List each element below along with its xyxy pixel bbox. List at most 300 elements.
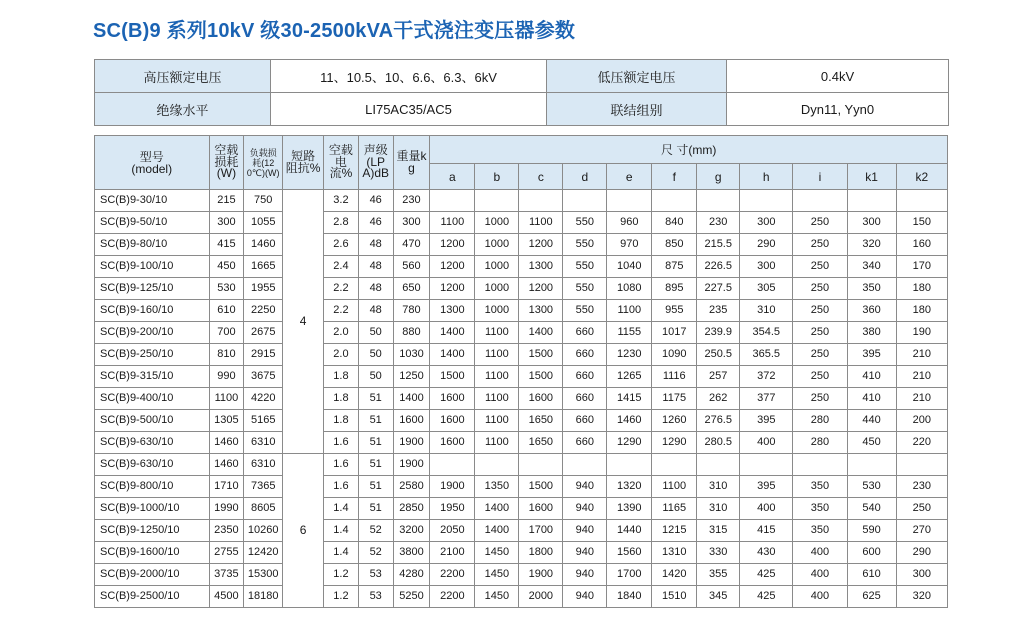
- value-cell: 51: [358, 432, 393, 454]
- value-cell: 48: [358, 278, 393, 300]
- value-cell: 230: [697, 212, 740, 234]
- table-row: [95, 366, 948, 388]
- value-cell: 1.8: [324, 410, 359, 432]
- value-cell: 250: [793, 212, 847, 234]
- value-cell: 210: [896, 388, 947, 410]
- impedance-cell: 4: [283, 190, 324, 454]
- value-cell: [475, 454, 519, 476]
- value-cell: 1000: [475, 212, 519, 234]
- value-cell: [697, 454, 740, 476]
- value-cell: 430: [740, 542, 793, 564]
- model-cell: SC(B)9-2500/10: [95, 586, 210, 608]
- value-cell: 660: [563, 366, 607, 388]
- value-cell: 1415: [607, 388, 652, 410]
- value-cell: 2.4: [324, 256, 359, 278]
- value-cell: 1100: [475, 344, 519, 366]
- connection-value: Dyn11, Yyn0: [727, 93, 949, 126]
- value-cell: 226.5: [697, 256, 740, 278]
- value-cell: 5250: [393, 586, 430, 608]
- parameter-table-body: [95, 190, 948, 608]
- value-cell: 1200: [430, 278, 475, 300]
- table-row: [95, 410, 948, 432]
- model-cell: SC(B)9-80/10: [95, 234, 210, 256]
- value-cell: 700: [209, 322, 244, 344]
- spec-row-insulation: [95, 93, 949, 126]
- value-cell: 10260: [244, 520, 283, 542]
- value-cell: 1100: [475, 432, 519, 454]
- value-cell: 1100: [475, 388, 519, 410]
- value-cell: 3200: [393, 520, 430, 542]
- value-cell: 940: [563, 520, 607, 542]
- value-cell: 4280: [393, 564, 430, 586]
- value-cell: 1460: [209, 432, 244, 454]
- value-cell: 372: [740, 366, 793, 388]
- value-cell: 300: [209, 212, 244, 234]
- value-cell: 210: [896, 344, 947, 366]
- value-cell: 160: [896, 234, 947, 256]
- value-cell: 1350: [475, 476, 519, 498]
- value-cell: 560: [393, 256, 430, 278]
- value-cell: 345: [697, 586, 740, 608]
- value-cell: 1000: [475, 278, 519, 300]
- value-cell: 46: [358, 190, 393, 212]
- header-model-zh: 型号: [139, 149, 164, 164]
- value-cell: 180: [896, 278, 947, 300]
- value-cell: [793, 190, 847, 212]
- value-cell: [697, 190, 740, 212]
- value-cell: 7365: [244, 476, 283, 498]
- value-cell: 1800: [519, 542, 563, 564]
- value-cell: 400: [793, 586, 847, 608]
- value-cell: 53: [358, 586, 393, 608]
- value-cell: 2.0: [324, 344, 359, 366]
- value-cell: 2100: [430, 542, 475, 564]
- value-cell: 1510: [652, 586, 697, 608]
- header-dimensions: 尺 寸(mm): [430, 136, 948, 164]
- value-cell: 310: [697, 476, 740, 498]
- value-cell: 2.0: [324, 322, 359, 344]
- value-cell: 1.4: [324, 542, 359, 564]
- spec-row-voltage: [95, 60, 949, 93]
- value-cell: [896, 190, 947, 212]
- value-cell: 1900: [430, 476, 475, 498]
- value-cell: 1320: [607, 476, 652, 498]
- model-cell: SC(B)9-50/10: [95, 212, 210, 234]
- hv-voltage-value: 11、10.5、10、6.6、6.3、6kV: [271, 60, 547, 93]
- header-dim-k1: k1: [847, 164, 896, 190]
- table-row: [95, 344, 948, 366]
- value-cell: 440: [847, 410, 896, 432]
- value-cell: 1460: [607, 410, 652, 432]
- value-cell: 2000: [519, 586, 563, 608]
- value-cell: 250: [793, 234, 847, 256]
- value-cell: 450: [847, 432, 896, 454]
- value-cell: 1.4: [324, 520, 359, 542]
- value-cell: 990: [209, 366, 244, 388]
- table-row: [95, 256, 948, 278]
- value-cell: [740, 190, 793, 212]
- value-cell: 625: [847, 586, 896, 608]
- value-cell: 2200: [430, 564, 475, 586]
- model-cell: SC(B)9-1000/10: [95, 498, 210, 520]
- value-cell: 1290: [652, 432, 697, 454]
- value-cell: 290: [896, 542, 947, 564]
- value-cell: 350: [847, 278, 896, 300]
- value-cell: 1560: [607, 542, 652, 564]
- value-cell: 305: [740, 278, 793, 300]
- value-cell: 3675: [244, 366, 283, 388]
- table-row: [95, 432, 948, 454]
- hv-voltage-label: 高压额定电压: [95, 60, 271, 93]
- value-cell: 780: [393, 300, 430, 322]
- header-dim-a: a: [430, 164, 475, 190]
- model-cell: SC(B)9-250/10: [95, 344, 210, 366]
- value-cell: 425: [740, 586, 793, 608]
- value-cell: 400: [740, 498, 793, 520]
- value-cell: 550: [563, 212, 607, 234]
- value-cell: 50: [358, 322, 393, 344]
- value-cell: 960: [607, 212, 652, 234]
- value-cell: 1155: [607, 322, 652, 344]
- value-cell: 540: [847, 498, 896, 520]
- value-cell: 530: [847, 476, 896, 498]
- value-cell: 940: [563, 586, 607, 608]
- value-cell: 15300: [244, 564, 283, 586]
- insulation-label: 绝缘水平: [95, 93, 271, 126]
- model-cell: SC(B)9-125/10: [95, 278, 210, 300]
- header-dim-g: g: [697, 164, 740, 190]
- value-cell: 1.2: [324, 564, 359, 586]
- table-row: [95, 322, 948, 344]
- value-cell: 1200: [430, 256, 475, 278]
- value-cell: 1700: [607, 564, 652, 586]
- spec-table: [94, 59, 949, 126]
- value-cell: 970: [607, 234, 652, 256]
- value-cell: 1215: [652, 520, 697, 542]
- value-cell: 1.6: [324, 476, 359, 498]
- value-cell: 1080: [607, 278, 652, 300]
- value-cell: 310: [740, 300, 793, 322]
- value-cell: 395: [740, 410, 793, 432]
- value-cell: 350: [793, 476, 847, 498]
- model-cell: SC(B)9-2000/10: [95, 564, 210, 586]
- value-cell: 895: [652, 278, 697, 300]
- header-noload-loss: 空载损耗(W): [209, 136, 244, 190]
- value-cell: [430, 190, 475, 212]
- value-cell: 170: [896, 256, 947, 278]
- header-dim-b: b: [475, 164, 519, 190]
- header-dim-d: d: [563, 164, 607, 190]
- value-cell: 354.5: [740, 322, 793, 344]
- value-cell: 377: [740, 388, 793, 410]
- value-cell: 550: [563, 256, 607, 278]
- value-cell: [607, 190, 652, 212]
- value-cell: 300: [896, 564, 947, 586]
- value-cell: 350: [793, 498, 847, 520]
- value-cell: 1165: [652, 498, 697, 520]
- value-cell: 2350: [209, 520, 244, 542]
- model-cell: SC(B)9-160/10: [95, 300, 210, 322]
- model-cell: SC(B)9-400/10: [95, 388, 210, 410]
- value-cell: [652, 190, 697, 212]
- value-cell: 940: [563, 564, 607, 586]
- value-cell: 300: [393, 212, 430, 234]
- value-cell: 180: [896, 300, 947, 322]
- value-cell: 1450: [475, 564, 519, 586]
- table-row: [95, 300, 948, 322]
- table-row: [95, 586, 948, 608]
- value-cell: 660: [563, 432, 607, 454]
- value-cell: 250: [793, 344, 847, 366]
- value-cell: [519, 454, 563, 476]
- value-cell: 2050: [430, 520, 475, 542]
- value-cell: 355: [697, 564, 740, 586]
- value-cell: 4220: [244, 388, 283, 410]
- value-cell: 210: [896, 366, 947, 388]
- value-cell: 3800: [393, 542, 430, 564]
- value-cell: 600: [847, 542, 896, 564]
- value-cell: [563, 190, 607, 212]
- table-row: [95, 212, 948, 234]
- value-cell: 290: [740, 234, 793, 256]
- value-cell: 660: [563, 322, 607, 344]
- table-row: [95, 498, 948, 520]
- value-cell: 220: [896, 432, 947, 454]
- value-cell: 1200: [519, 234, 563, 256]
- value-cell: 1500: [519, 476, 563, 498]
- header-impedance: 短路阻抗%: [283, 136, 324, 190]
- value-cell: 1950: [430, 498, 475, 520]
- header-dim-i: i: [793, 164, 847, 190]
- value-cell: 1840: [607, 586, 652, 608]
- value-cell: 300: [740, 256, 793, 278]
- value-cell: 470: [393, 234, 430, 256]
- value-cell: 365.5: [740, 344, 793, 366]
- value-cell: 1100: [209, 388, 244, 410]
- value-cell: 150: [896, 212, 947, 234]
- value-cell: 50: [358, 344, 393, 366]
- value-cell: 400: [793, 542, 847, 564]
- value-cell: 1400: [519, 322, 563, 344]
- value-cell: 1000: [475, 300, 519, 322]
- value-cell: 48: [358, 300, 393, 322]
- value-cell: 1400: [430, 322, 475, 344]
- value-cell: 51: [358, 410, 393, 432]
- value-cell: 1440: [607, 520, 652, 542]
- value-cell: 1200: [519, 278, 563, 300]
- value-cell: 1600: [430, 410, 475, 432]
- value-cell: 395: [847, 344, 896, 366]
- value-cell: 940: [563, 542, 607, 564]
- value-cell: 400: [740, 432, 793, 454]
- value-cell: 1.6: [324, 454, 359, 476]
- value-cell: 660: [563, 410, 607, 432]
- value-cell: 280.5: [697, 432, 740, 454]
- value-cell: 610: [209, 300, 244, 322]
- value-cell: 660: [563, 344, 607, 366]
- value-cell: 400: [793, 564, 847, 586]
- header-row-1: [95, 136, 948, 164]
- value-cell: 1175: [652, 388, 697, 410]
- value-cell: 48: [358, 256, 393, 278]
- value-cell: [607, 454, 652, 476]
- model-cell: SC(B)9-315/10: [95, 366, 210, 388]
- value-cell: 450: [209, 256, 244, 278]
- value-cell: 1.8: [324, 366, 359, 388]
- value-cell: 875: [652, 256, 697, 278]
- header-weight: 重量kg: [393, 136, 430, 190]
- connection-label: 联结组别: [547, 93, 727, 126]
- value-cell: [519, 190, 563, 212]
- insulation-value: LI75AC35/AC5: [271, 93, 547, 126]
- value-cell: 415: [209, 234, 244, 256]
- value-cell: 250: [793, 256, 847, 278]
- value-cell: 1420: [652, 564, 697, 586]
- header-dim-k2: k2: [896, 164, 947, 190]
- value-cell: 810: [209, 344, 244, 366]
- model-cell: SC(B)9-630/10: [95, 454, 210, 476]
- value-cell: [847, 454, 896, 476]
- value-cell: 750: [244, 190, 283, 212]
- value-cell: 1400: [430, 344, 475, 366]
- value-cell: 2755: [209, 542, 244, 564]
- value-cell: 550: [563, 300, 607, 322]
- value-cell: 257: [697, 366, 740, 388]
- value-cell: 1990: [209, 498, 244, 520]
- value-cell: 250: [793, 388, 847, 410]
- value-cell: 320: [896, 586, 947, 608]
- value-cell: 550: [563, 234, 607, 256]
- model-cell: SC(B)9-800/10: [95, 476, 210, 498]
- value-cell: 300: [847, 212, 896, 234]
- header-noload-current: 空载电流%: [324, 136, 359, 190]
- value-cell: 1460: [209, 454, 244, 476]
- value-cell: 1600: [519, 388, 563, 410]
- value-cell: 850: [652, 234, 697, 256]
- value-cell: 1300: [519, 300, 563, 322]
- value-cell: 1116: [652, 366, 697, 388]
- value-cell: 415: [740, 520, 793, 542]
- value-cell: 52: [358, 542, 393, 564]
- value-cell: [475, 190, 519, 212]
- value-cell: 1300: [430, 300, 475, 322]
- value-cell: 1665: [244, 256, 283, 278]
- value-cell: 300: [740, 212, 793, 234]
- value-cell: 1265: [607, 366, 652, 388]
- table-row: [95, 564, 948, 586]
- value-cell: 1900: [393, 432, 430, 454]
- value-cell: 1100: [652, 476, 697, 498]
- value-cell: 1055: [244, 212, 283, 234]
- value-cell: 2850: [393, 498, 430, 520]
- value-cell: 1100: [475, 410, 519, 432]
- value-cell: 395: [740, 476, 793, 498]
- value-cell: 1305: [209, 410, 244, 432]
- value-cell: 2.6: [324, 234, 359, 256]
- lv-voltage-value: 0.4kV: [727, 60, 949, 93]
- value-cell: [793, 454, 847, 476]
- value-cell: 250: [793, 322, 847, 344]
- value-cell: 1100: [475, 322, 519, 344]
- value-cell: 1400: [475, 498, 519, 520]
- value-cell: 2915: [244, 344, 283, 366]
- table-row: [95, 190, 948, 212]
- page-title: SC(B)9 系列10kV 级30-2500kVA干式浇注变压器参数: [93, 20, 576, 42]
- value-cell: 650: [393, 278, 430, 300]
- value-cell: 1200: [430, 234, 475, 256]
- value-cell: 3.2: [324, 190, 359, 212]
- value-cell: 1500: [519, 344, 563, 366]
- impedance-cell: 6: [283, 454, 324, 608]
- value-cell: 3735: [209, 564, 244, 586]
- value-cell: 1650: [519, 410, 563, 432]
- value-cell: 1450: [475, 586, 519, 608]
- value-cell: 1250: [393, 366, 430, 388]
- value-cell: 50: [358, 366, 393, 388]
- value-cell: 1.4: [324, 498, 359, 520]
- value-cell: 46: [358, 212, 393, 234]
- value-cell: 1500: [519, 366, 563, 388]
- model-cell: SC(B)9-100/10: [95, 256, 210, 278]
- header-load-loss: 负载损耗(120℃)(W): [244, 136, 283, 190]
- value-cell: 2675: [244, 322, 283, 344]
- value-cell: 250.5: [697, 344, 740, 366]
- value-cell: 227.5: [697, 278, 740, 300]
- value-cell: 230: [393, 190, 430, 212]
- value-cell: 6310: [244, 432, 283, 454]
- value-cell: 215: [209, 190, 244, 212]
- value-cell: 1030: [393, 344, 430, 366]
- value-cell: 250: [793, 278, 847, 300]
- value-cell: 590: [847, 520, 896, 542]
- header-sound-level: 声级(LPA)dB: [358, 136, 393, 190]
- value-cell: 51: [358, 388, 393, 410]
- value-cell: 200: [896, 410, 947, 432]
- value-cell: 425: [740, 564, 793, 586]
- value-cell: 262: [697, 388, 740, 410]
- value-cell: 1000: [475, 234, 519, 256]
- header-dim-h: h: [740, 164, 793, 190]
- value-cell: 235: [697, 300, 740, 322]
- value-cell: 1.6: [324, 432, 359, 454]
- value-cell: 2.2: [324, 278, 359, 300]
- value-cell: 12420: [244, 542, 283, 564]
- value-cell: 880: [393, 322, 430, 344]
- value-cell: 5165: [244, 410, 283, 432]
- value-cell: 660: [563, 388, 607, 410]
- value-cell: [652, 454, 697, 476]
- header-model: [95, 136, 210, 190]
- value-cell: [430, 454, 475, 476]
- header-dim-c: c: [519, 164, 563, 190]
- table-row: [95, 388, 948, 410]
- value-cell: 1710: [209, 476, 244, 498]
- value-cell: 1260: [652, 410, 697, 432]
- value-cell: 215.5: [697, 234, 740, 256]
- value-cell: 1600: [519, 498, 563, 520]
- value-cell: 315: [697, 520, 740, 542]
- value-cell: 190: [896, 322, 947, 344]
- lv-voltage-label: 低压额定电压: [547, 60, 727, 93]
- value-cell: 2200: [430, 586, 475, 608]
- table-row: [95, 454, 948, 476]
- value-cell: 51: [358, 476, 393, 498]
- value-cell: 1955: [244, 278, 283, 300]
- value-cell: 550: [563, 278, 607, 300]
- model-cell: SC(B)9-630/10: [95, 432, 210, 454]
- value-cell: 1600: [393, 410, 430, 432]
- header-dim-f: f: [652, 164, 697, 190]
